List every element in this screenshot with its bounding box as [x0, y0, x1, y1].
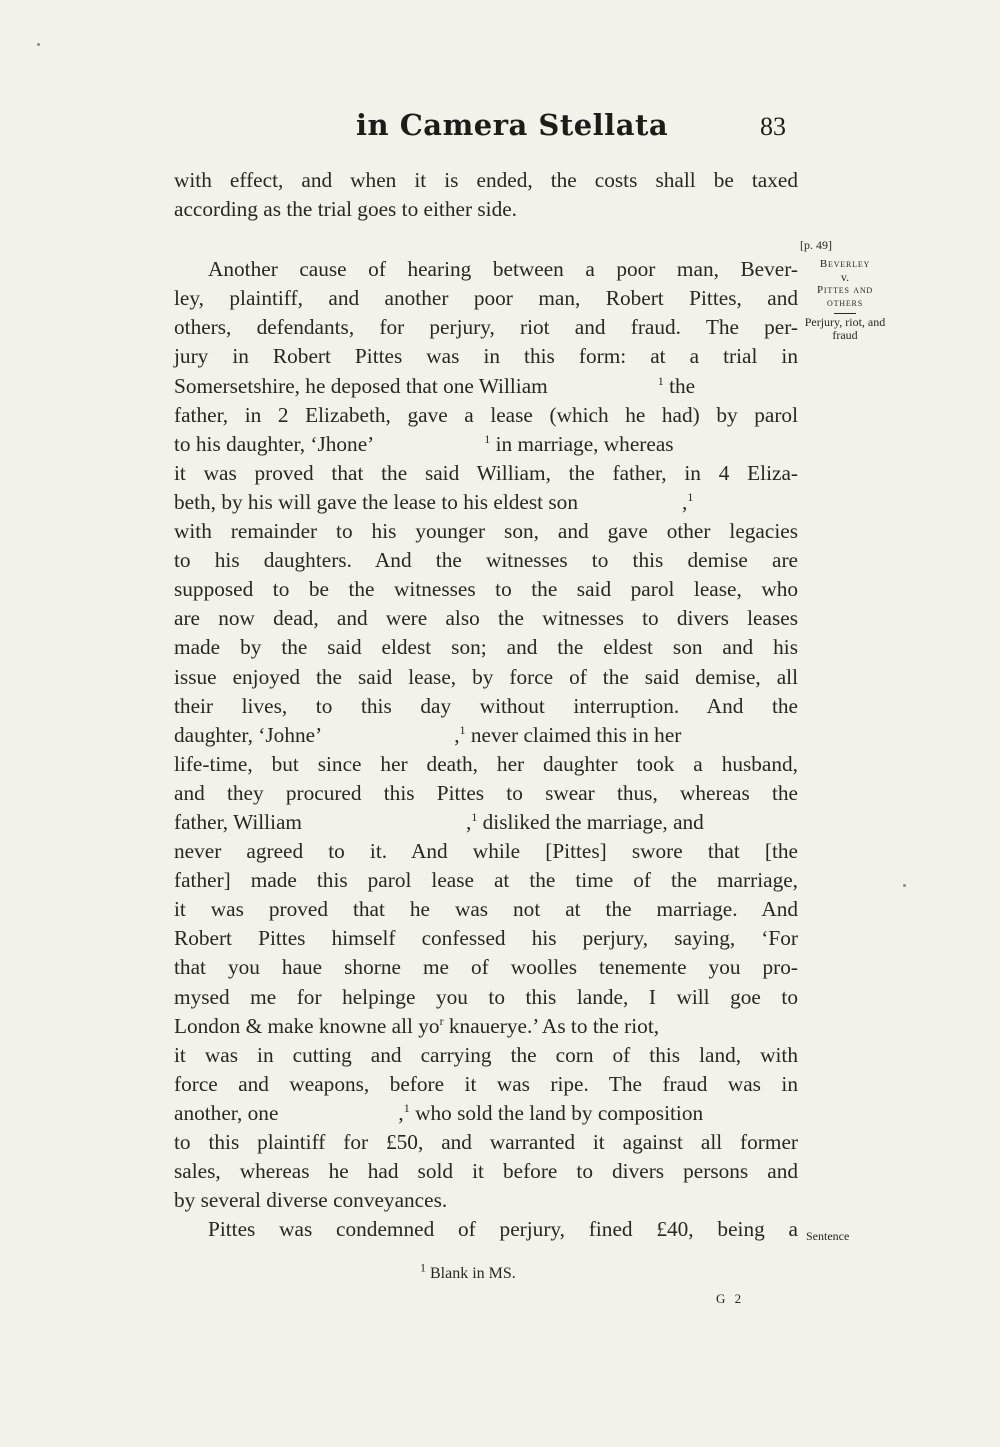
text-line: it was proved that he was not at the marriage. And: [174, 897, 798, 922]
text-segment: in marriage, whereas: [495, 431, 674, 456]
signature-mark: G 2: [716, 1291, 745, 1306]
text-segment: who sold the land by composition: [415, 1100, 704, 1125]
text-segment: knauerye.’ As to the riot,: [448, 1013, 660, 1038]
margin-subject: Perjury, riot, and fraud: [804, 315, 886, 342]
margin-divider: [834, 313, 856, 314]
text-segment: to his daughter, ‘Jhone’: [174, 431, 375, 456]
text-line: it was proved that the said William, the father, in 4 Eliza-: [174, 460, 798, 485]
paper-speck: [903, 884, 906, 887]
text-line: [174, 372, 798, 401]
text-line: [174, 1012, 798, 1041]
text-line: never agreed to it. And while [Pittes] swore that [the: [174, 839, 798, 864]
page-number: 83: [760, 112, 786, 141]
text-segment: ,: [681, 489, 688, 514]
text-segment: the: [669, 373, 696, 398]
text-line: [174, 808, 798, 837]
text-line: issue enjoyed the said lease, by force of the said demise, all: [174, 664, 798, 689]
text-line: others, defendants, for perjury, riot and fraud. The per-: [174, 315, 798, 340]
text-segment: ,: [466, 809, 472, 834]
text-segment: Somersetshire, he deposed that one William: [174, 373, 548, 398]
text-line: force and weapons, before it was ripe. The fraud was in: [174, 1071, 798, 1096]
text-line: are now dead, and were also the witnesses to divers leases: [174, 606, 798, 631]
text-line: ley, plaintiff, and another poor man, Robert Pittes, and: [174, 286, 798, 311]
text-line: to this plaintiff for £50, and warranted it against all former: [174, 1130, 798, 1154]
text-line: and they procured this Pittes to swear thus, whereas the: [174, 780, 798, 805]
text-segment: never claimed this in her: [470, 722, 682, 747]
text-segment: daughter, ‘Johne’: [174, 722, 323, 747]
text-segment: beth, by his will gave the lease to his eldest son: [174, 489, 578, 514]
margin-plaintiff: Beverley: [819, 258, 871, 270]
text-segment: father, William: [174, 809, 302, 834]
footnote-marker: 1: [420, 1260, 426, 1275]
text-segment: ,: [398, 1100, 404, 1125]
margin-versus: v.: [840, 270, 850, 284]
text-line: to his daughters. And the witnesses to this demise are: [174, 548, 798, 573]
margin-case-note: [800, 258, 890, 342]
text-line: supposed to be the witnesses to the said parol lease, who: [174, 577, 798, 602]
text-segment: ,: [454, 722, 460, 747]
text-segment: London & make knowne all yo: [174, 1013, 440, 1038]
text-line: according as the trial goes to either side.: [174, 197, 517, 222]
body-text: [174, 166, 798, 1244]
text-line: [174, 1099, 798, 1128]
footnote: [420, 1260, 516, 1283]
text-line: with remainder to his younger son, and gave other legacies: [174, 519, 798, 544]
margin-page-reference: [p. 49]: [800, 238, 832, 252]
text-line: jury in Robert Pittes was in this form: at a trial in: [174, 344, 798, 369]
footnote-marker: 1: [657, 373, 664, 388]
text-line: Pittes was condemned of perjury, fined £40, being a: [208, 1217, 798, 1242]
text-line: that you haue shorne me of woolles tenemente you pro-: [174, 955, 798, 980]
footnote-marker: 1: [471, 809, 478, 824]
text-line: father] made this parol lease at the time of the marriage,: [174, 868, 798, 893]
footnote-marker: 1: [403, 1100, 410, 1115]
text-line: by several diverse conveyances.: [174, 1188, 448, 1213]
text-line: their lives, to this day without interruption. And the: [174, 693, 798, 718]
paper-speck: [37, 43, 40, 46]
margin-defendant: Pittes and others: [817, 284, 873, 309]
text-line: [174, 430, 798, 459]
margin-sentence-note: Sentence: [806, 1229, 850, 1243]
text-line: [174, 721, 798, 750]
footnote-marker: 1: [484, 431, 491, 446]
footnote-marker: 1: [459, 722, 466, 737]
text-line: it was in cutting and carrying the corn of this land, with: [174, 1042, 798, 1067]
text-line: with effect, and when it is ended, the costs shall be taxed: [174, 168, 798, 192]
text-line: life-time, but since her death, her daughter took a husband,: [174, 751, 798, 776]
text-segment: another, one: [174, 1100, 279, 1125]
text-line: mysed me for helpinge you to this lande, I will goe to: [174, 984, 798, 1009]
footnote-text: Blank in MS.: [430, 1265, 516, 1282]
text-line: Another cause of hearing between a poor man, Bever-: [208, 257, 798, 282]
superscript-r: r: [439, 1013, 444, 1028]
text-line: [174, 488, 798, 517]
running-head: in Camera Stellata: [356, 108, 669, 142]
text-line: father, in 2 Elizabeth, gave a lease (which he had) by parol: [174, 402, 798, 427]
text-line: made by the said eldest son; and the eldest son and his: [174, 635, 798, 660]
text-line: sales, whereas he had sold it before to divers persons and: [174, 1159, 798, 1184]
text-line: Robert Pittes himself confessed his perjury, saying, ‘For: [174, 926, 798, 951]
footnote-marker: 1: [687, 489, 694, 504]
text-segment: disliked the marriage, and: [482, 809, 704, 834]
